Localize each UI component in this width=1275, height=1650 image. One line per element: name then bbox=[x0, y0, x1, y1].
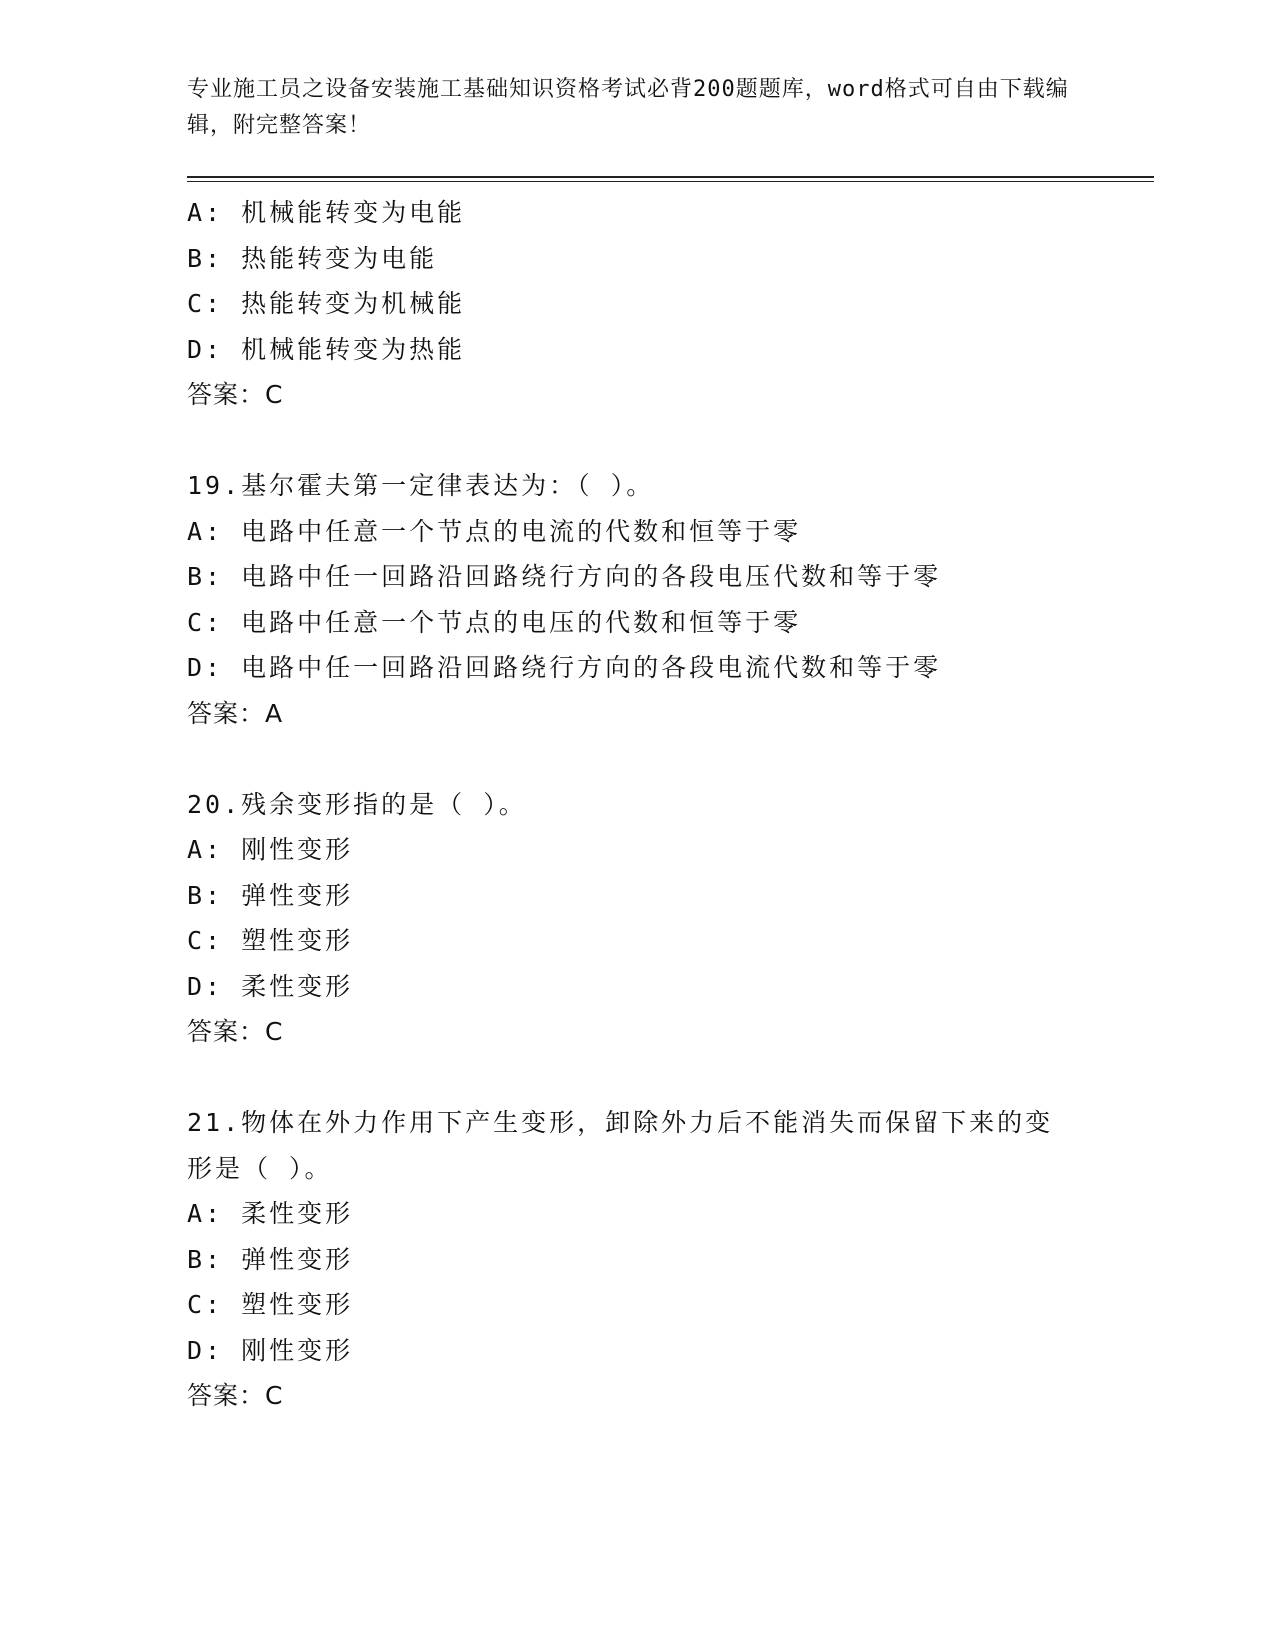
question-stem-line-2: 形是（ ）。 bbox=[187, 1153, 333, 1183]
option-a: A: 柔性变形 bbox=[187, 1199, 354, 1228]
question-stem-line-1: 21.物体在外力作用下产生变形，卸除外力后不能消失而保留下来的变 bbox=[187, 1108, 1054, 1137]
option-b: B: 弹性变形 bbox=[187, 1244, 354, 1274]
option-d: D: 刚性变形 bbox=[187, 1335, 354, 1365]
question-18-continued bbox=[187, 190, 1147, 418]
option-b: B: 热能转变为电能 bbox=[187, 243, 438, 273]
question-stem: 19.基尔霍夫第一定律表达为：（ ）。 bbox=[187, 471, 655, 500]
answer: 答案：C bbox=[187, 380, 284, 409]
option-c: C: 电路中任意一个节点的电压的代数和恒等于零 bbox=[187, 607, 802, 637]
option-d: D: 电路中任一回路沿回路绕行方向的各段电流代数和等于零 bbox=[187, 653, 942, 682]
document-header: 专业施工员之设备安装施工基础知识资格考试必背200题题库，word格式可自由下载编辑，附完整答案！ bbox=[187, 77, 1069, 138]
answer: 答案：C bbox=[187, 1017, 284, 1046]
option-b: B: 弹性变形 bbox=[187, 880, 354, 910]
option-a: A: 电路中任意一个节点的电流的代数和恒等于零 bbox=[187, 516, 802, 546]
option-b: B: 电路中任一回路沿回路绕行方向的各段电压代数和等于零 bbox=[187, 562, 942, 591]
question-20 bbox=[187, 782, 1147, 1055]
option-d: D: 柔性变形 bbox=[187, 971, 354, 1001]
option-a: A: 刚性变形 bbox=[187, 835, 354, 864]
answer: 答案：C bbox=[187, 1381, 284, 1410]
header-divider bbox=[187, 176, 1154, 182]
question-stem: 20.残余变形指的是（ ）。 bbox=[187, 789, 527, 819]
question-list bbox=[187, 190, 1147, 1419]
option-c: C: 热能转变为机械能 bbox=[187, 289, 466, 318]
option-c: C: 塑性变形 bbox=[187, 926, 354, 955]
option-d: D: 机械能转变为热能 bbox=[187, 334, 466, 364]
answer: 答案：A bbox=[187, 698, 284, 728]
option-c: C: 塑性变形 bbox=[187, 1290, 354, 1319]
question-19 bbox=[187, 463, 1147, 736]
option-a: A: 机械能转变为电能 bbox=[187, 198, 466, 227]
question-21 bbox=[187, 1100, 1147, 1419]
